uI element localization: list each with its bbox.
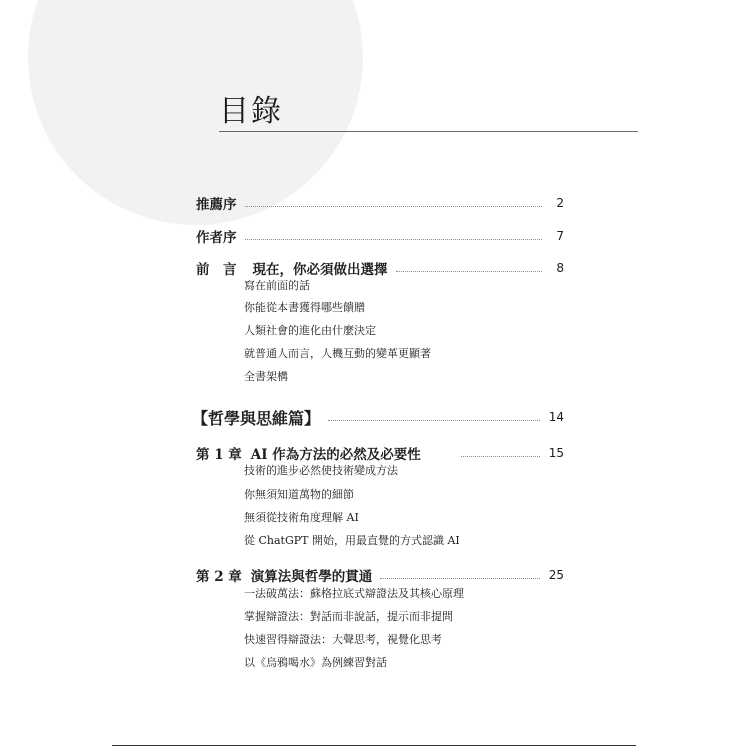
page-number: 15 xyxy=(548,446,564,460)
chapter-prefix: 第 1 章 xyxy=(196,447,242,463)
toc-entry-section-philosophy[interactable] xyxy=(192,407,564,427)
dot-leader xyxy=(245,239,543,240)
toc-subentry[interactable]: 掌握辯證法：對話而非說話，提示而非提問 xyxy=(244,610,453,623)
title-underline xyxy=(219,131,638,132)
page-title: 目錄 xyxy=(219,94,283,129)
toc-subentry[interactable]: 以《烏鴉喝水》為例練習對話 xyxy=(244,656,387,669)
dot-leader xyxy=(328,420,540,421)
toc-subentry[interactable]: 寫在前面的話 xyxy=(244,279,310,292)
page-number: 7 xyxy=(556,229,564,243)
toc-subentry[interactable]: 全書架構 xyxy=(244,370,288,383)
dot-leader xyxy=(461,456,540,457)
chapter-prefix: 第 2 章 xyxy=(196,569,242,585)
toc-entry-preface[interactable] xyxy=(196,226,564,246)
toc-subentry[interactable]: 從 ChatGPT 開始，用最直覺的方式認識 AI xyxy=(244,534,460,547)
page-number: 14 xyxy=(548,410,564,424)
page-number: 8 xyxy=(556,261,564,275)
toc-subentry[interactable]: 人類社會的進化由什麼決定 xyxy=(244,324,376,337)
dot-leader xyxy=(245,206,543,207)
page-number: 25 xyxy=(548,568,564,582)
dot-leader xyxy=(396,271,543,272)
toc-subentry[interactable]: 你無須知道萬物的細節 xyxy=(244,488,354,501)
toc-entry-chapter-1[interactable] xyxy=(196,443,564,463)
toc-subentry[interactable]: 一法破萬法：蘇格拉底式辯證法及其核心原理 xyxy=(244,587,464,600)
toc-entry-foreword[interactable] xyxy=(196,193,564,213)
toc-subentry[interactable]: 就普通人而言，人機互動的變革更顯著 xyxy=(244,347,431,360)
entry-label: 推薦序 xyxy=(196,197,237,213)
toc-subentry[interactable]: 快速習得辯證法：大聲思考，視覺化思考 xyxy=(244,633,442,646)
section-label: 【哲學與思維篇】 xyxy=(192,408,321,428)
entry-label: 現在，你必須做出選擇 xyxy=(252,262,388,278)
entry-label: 演算法與哲學的貫通 xyxy=(250,569,373,585)
toc-subentry[interactable]: 你能從本書獲得哪些饋贈 xyxy=(244,301,365,314)
dot-leader xyxy=(380,578,540,579)
toc-subentry[interactable]: 無須從技術角度理解 AI xyxy=(244,511,359,524)
decorative-circle xyxy=(28,0,363,225)
entry-prefix: 前 言 xyxy=(196,262,237,278)
page-number: 2 xyxy=(556,196,564,210)
toc-entry-chapter-2[interactable] xyxy=(196,565,564,585)
entry-label: AI 作為方法的必然及必要性 xyxy=(250,447,421,463)
toc-subentry[interactable]: 技術的進步必然使技術變成方法 xyxy=(244,464,398,477)
entry-label: 作者序 xyxy=(196,230,237,246)
toc-entry-intro[interactable] xyxy=(196,258,564,278)
bottom-rule xyxy=(112,745,636,746)
